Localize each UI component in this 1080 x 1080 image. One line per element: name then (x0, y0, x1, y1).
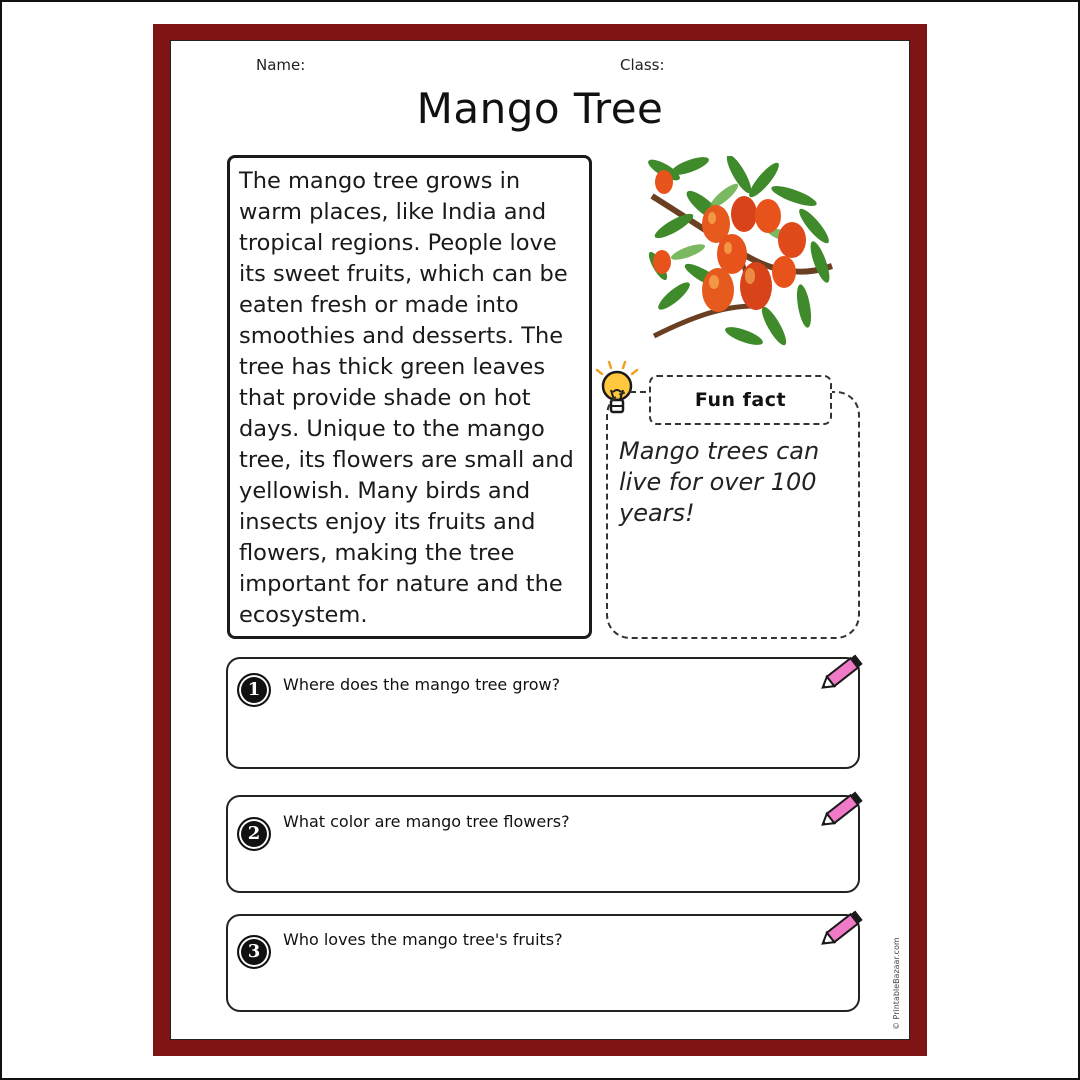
pencil-icon (818, 906, 868, 952)
fun-fact-text: Mango trees can live for over 100 years! (619, 437, 820, 527)
pencil-icon (818, 650, 868, 696)
answer-box-3[interactable] (226, 914, 860, 1012)
class-label: Class: (620, 56, 665, 74)
mango-branch-illustration (644, 156, 836, 352)
page-title: Mango Tree (416, 84, 664, 133)
question-text-1: Where does the mango tree grow? (283, 675, 561, 694)
name-label: Name: (256, 56, 306, 74)
fun-fact-label: Fun fact (649, 375, 832, 425)
question-text-3: Who loves the mango tree's fruits? (283, 930, 563, 949)
answer-box-1[interactable] (226, 657, 860, 769)
question-number-3: 3 (237, 935, 271, 969)
pencil-icon (818, 787, 868, 833)
question-number-2: 2 (237, 817, 271, 851)
answer-box-2[interactable] (226, 795, 860, 893)
question-number-1: 1 (237, 673, 271, 707)
question-text-2: What color are mango tree flowers? (283, 812, 570, 831)
copyright-text: © PrintableBazaar.com (892, 937, 901, 1030)
reading-passage: The mango tree grows in warm places, like India and tropical regions. People love its sweet fruits, which can be eaten fresh or made into smoothies and desserts. The tree has thick green leaves that provide shade on hot days. Unique to the mango tree, its flowers are small and yellowish. Many birds and insects enjoy its fruits and flowers, making the tree important for nature and the ecosystem. (227, 155, 592, 639)
